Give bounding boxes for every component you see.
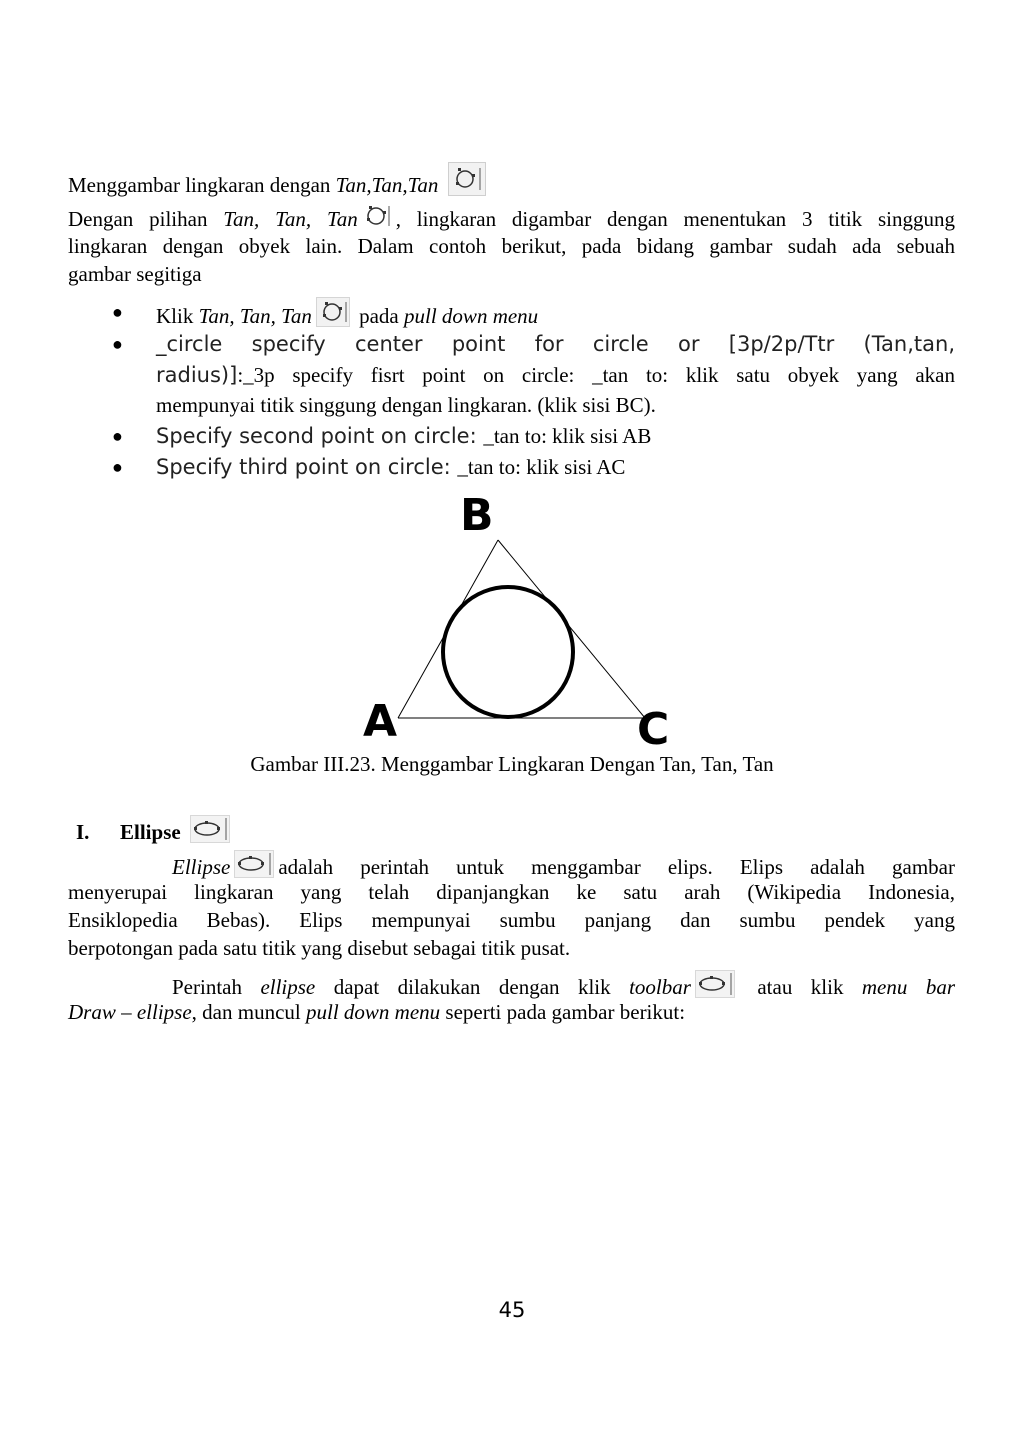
tan-tan-tan-circle-icon <box>362 202 392 230</box>
ellipse-para-2-line-1: Perintah ellipse dapat dilakukan dengan klik toolbar atau klik menu bar <box>68 970 955 1001</box>
ellipse-para-1-line-3: Ensiklopedia Bebas). Elips mempunyai sumbu panjang dan sumbu pendek yang <box>68 908 955 932</box>
bullet-1: Klik Tan, Tan, Tan pada pull down menu <box>156 297 955 331</box>
triangle-incircle-figure <box>355 490 685 750</box>
ellipse-icon <box>695 970 735 998</box>
ellipse-para-2-line-2: Draw – ellipse, dan muncul pull down menu seperti pada gambar berikut: <box>68 1000 686 1024</box>
ellipse-para-1-line-2: menyerupai lingkaran yang telah dipanjangkan ke satu arah (Wikipedia Indonesia, <box>68 880 955 904</box>
bullet-2-line-2: radius)]:_3p specify fisrt point on circle: _tan to: klik satu obyek yang akan <box>156 363 955 387</box>
page-number: 45 <box>498 1298 526 1322</box>
ellipse-para-1-line-1: Ellipse adalah perintah untuk menggambar elips. Elips adalah gambar <box>68 850 955 881</box>
inscribed-circle <box>443 587 573 717</box>
intro-line-3: gambar segitiga <box>68 262 202 286</box>
figure-svg <box>355 490 685 750</box>
ellipse-para-1-line-4: berpotongan pada satu titik yang disebut sebagai titik pusat. <box>68 936 571 960</box>
tan-tan-tan-circle-icon <box>316 297 350 327</box>
section-heading-ellipse: I. Ellipse <box>76 815 234 846</box>
intro-line-1: Dengan pilihan Tan, Tan, Tan , lingkaran digambar dengan menentukan 3 titik singgung <box>68 202 955 233</box>
bullet-dot: ● <box>112 457 123 477</box>
bullet-4: Specify third point on circle: _tan to: klik sisi AC <box>156 455 626 479</box>
bullet-3: Specify second point on circle: _tan to: klik sisi AB <box>156 424 652 448</box>
vertex-label-c: C <box>637 704 670 750</box>
bullet-dot: ● <box>112 426 123 446</box>
ellipse-icon <box>190 815 230 843</box>
bullet-dot: ● <box>112 302 123 322</box>
figure-caption: Gambar III.23. Menggambar Lingkaran Dengan Tan, Tan, Tan <box>250 752 774 776</box>
tan-tan-tan-circle-icon <box>448 162 486 196</box>
vertex-label-a: A <box>363 696 398 747</box>
intro-line-2: lingkaran dengan obyek lain. Dalam contoh berikut, pada bidang gambar sudah ada sebuah <box>68 234 955 258</box>
vertex-label-b: B <box>460 490 494 541</box>
section-title: Menggambar lingkaran dengan Tan,Tan,Tan <box>68 162 490 199</box>
ellipse-icon <box>234 850 274 878</box>
bullet-2-line-3: mempunyai titik singgung dengan lingkaran. (klik sisi BC). <box>156 393 656 417</box>
bullet-2-line-1: _circle specify center point for circle or [3p/2p/Ttr (Tan,tan, <box>156 332 955 356</box>
triangle-side-bc <box>498 540 645 718</box>
bullet-dot: ● <box>112 334 123 354</box>
